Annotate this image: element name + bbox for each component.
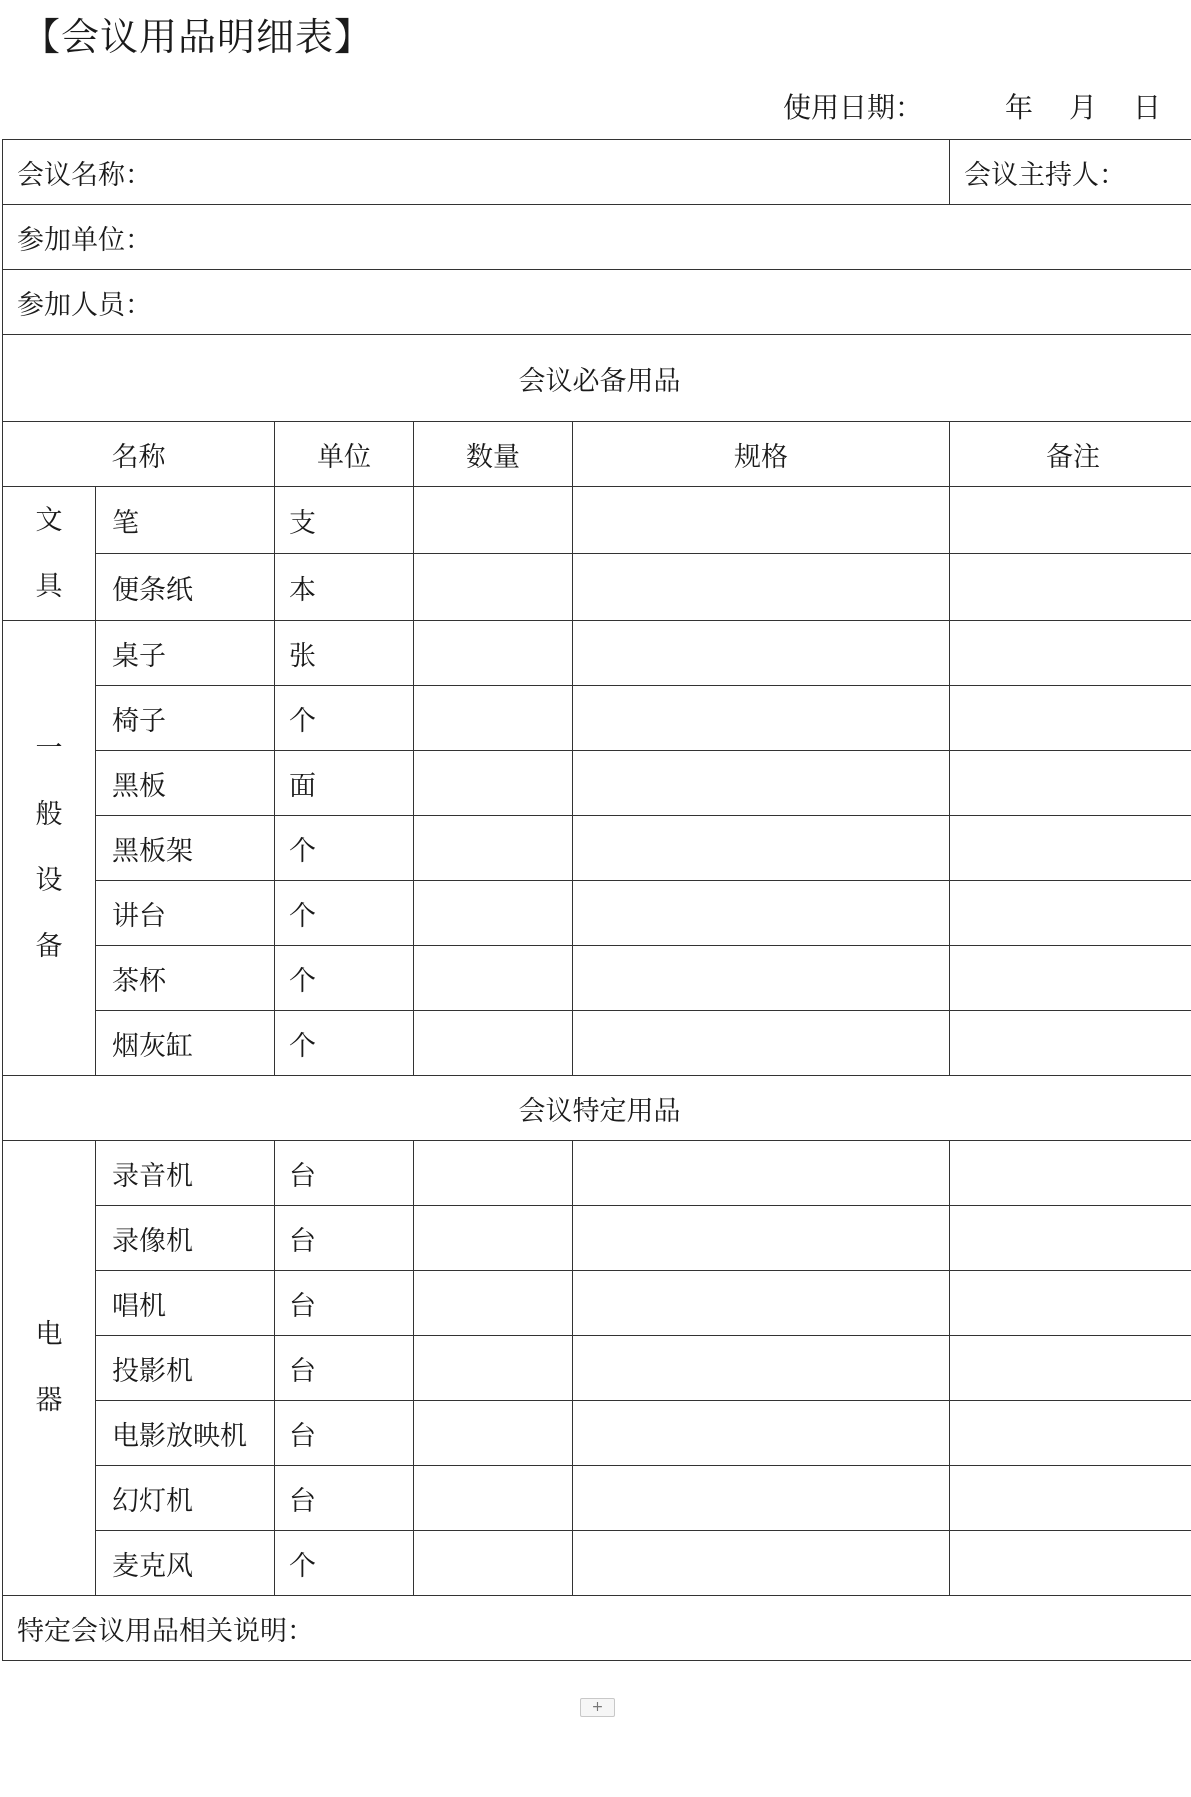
item-name: 茶杯 — [96, 946, 275, 1011]
notes-row — [3, 1596, 1191, 1661]
item-name: 唱机 — [96, 1271, 275, 1336]
remarks-cell[interactable] — [950, 554, 1191, 621]
item-name: 便条纸 — [96, 554, 275, 621]
quantity-cell[interactable] — [414, 881, 573, 946]
item-unit: 台 — [275, 1336, 414, 1401]
spec-cell[interactable] — [573, 1271, 950, 1336]
remarks-cell[interactable] — [950, 1011, 1191, 1076]
item-name: 电影放映机 — [96, 1401, 275, 1466]
info-row-units — [3, 205, 1191, 270]
remarks-cell[interactable] — [950, 1206, 1191, 1271]
spec-cell[interactable] — [573, 621, 950, 686]
category-general — [3, 621, 96, 1076]
spec-cell[interactable] — [573, 1401, 950, 1466]
category-char: 备 — [35, 931, 63, 962]
item-name: 麦克风 — [96, 1531, 275, 1596]
remarks-cell[interactable] — [950, 621, 1191, 686]
host-field[interactable]: 会议主持人： — [950, 140, 1191, 205]
date-day[interactable]: 日 — [1132, 91, 1161, 124]
spec-cell[interactable] — [573, 1466, 950, 1531]
item-unit: 面 — [275, 751, 414, 816]
quantity-cell[interactable] — [414, 1141, 573, 1206]
section-specific-title: 会议特定用品 — [3, 1076, 1191, 1141]
quantity-cell[interactable] — [414, 1336, 573, 1401]
meeting-name-field[interactable]: 会议名称： — [3, 140, 950, 205]
item-name: 黑板 — [96, 751, 275, 816]
column-header-row — [3, 422, 1191, 487]
spec-cell[interactable] — [573, 1531, 950, 1596]
table-row — [3, 1531, 1191, 1596]
table-row — [3, 621, 1191, 686]
col-header-spec: 规格 — [573, 422, 950, 487]
spec-cell[interactable] — [573, 1011, 950, 1076]
item-name: 投影机 — [96, 1336, 275, 1401]
item-unit: 张 — [275, 621, 414, 686]
category-electrical — [3, 1141, 96, 1596]
remarks-cell[interactable] — [950, 881, 1191, 946]
item-name: 录像机 — [96, 1206, 275, 1271]
item-unit: 台 — [275, 1466, 414, 1531]
quantity-cell[interactable] — [414, 1271, 573, 1336]
category-char: 器 — [35, 1385, 63, 1416]
item-name: 烟灰缸 — [96, 1011, 275, 1076]
spec-cell[interactable] — [573, 946, 950, 1011]
remarks-cell[interactable] — [950, 487, 1191, 554]
category-char: 般 — [35, 799, 63, 830]
section-required-row — [3, 335, 1191, 422]
quantity-cell[interactable] — [414, 1206, 573, 1271]
supplies-table — [2, 139, 1191, 1661]
table-row — [3, 946, 1191, 1011]
section-specific-row — [3, 1076, 1191, 1141]
remarks-cell[interactable] — [950, 816, 1191, 881]
item-unit: 个 — [275, 881, 414, 946]
table-row — [3, 881, 1191, 946]
col-header-quantity: 数量 — [414, 422, 573, 487]
item-name: 录音机 — [96, 1141, 275, 1206]
spec-cell[interactable] — [573, 554, 950, 621]
attendees-field[interactable]: 参加人员： — [3, 270, 1191, 335]
remarks-cell[interactable] — [950, 1336, 1191, 1401]
item-unit: 支 — [275, 487, 414, 554]
item-unit: 个 — [275, 686, 414, 751]
remarks-cell[interactable] — [950, 686, 1191, 751]
item-unit: 台 — [275, 1271, 414, 1336]
category-char: 一 — [35, 733, 63, 764]
category-char: 具 — [35, 570, 63, 602]
item-name: 幻灯机 — [96, 1466, 275, 1531]
date-year[interactable]: 年 — [1004, 91, 1033, 124]
table-row — [3, 686, 1191, 751]
category-char: 电 — [35, 1319, 63, 1350]
spec-cell[interactable] — [573, 881, 950, 946]
item-unit: 台 — [275, 1141, 414, 1206]
spec-cell[interactable] — [573, 816, 950, 881]
quantity-cell[interactable] — [414, 554, 573, 621]
table-row — [3, 1011, 1191, 1076]
item-name: 笔 — [96, 487, 275, 554]
quantity-cell[interactable] — [414, 816, 573, 881]
spec-cell[interactable] — [573, 1206, 950, 1271]
remarks-cell[interactable] — [950, 1141, 1191, 1206]
item-unit: 本 — [275, 554, 414, 621]
spec-cell[interactable] — [573, 487, 950, 554]
remarks-cell[interactable] — [950, 1531, 1191, 1596]
table-row — [3, 554, 1191, 621]
spec-cell[interactable] — [573, 751, 950, 816]
item-unit: 台 — [275, 1206, 414, 1271]
quantity-cell[interactable] — [414, 751, 573, 816]
category-stationery — [3, 487, 96, 621]
col-header-name: 名称 — [3, 422, 275, 487]
remarks-cell[interactable] — [950, 946, 1191, 1011]
item-name: 桌子 — [96, 621, 275, 686]
table-row — [3, 1271, 1191, 1336]
col-header-unit: 单位 — [275, 422, 414, 487]
col-header-remarks: 备注 — [950, 422, 1191, 487]
date-month[interactable]: 月 — [1068, 91, 1097, 124]
info-row-attendees — [3, 270, 1191, 335]
table-row — [3, 1401, 1191, 1466]
item-unit: 个 — [275, 946, 414, 1011]
notes-field[interactable]: 特定会议用品相关说明： — [3, 1596, 1191, 1661]
remarks-cell[interactable] — [950, 1466, 1191, 1531]
quantity-cell[interactable] — [414, 946, 573, 1011]
item-name: 讲台 — [96, 881, 275, 946]
item-unit: 个 — [275, 1011, 414, 1076]
info-row-meeting — [3, 140, 1191, 205]
section-required-title: 会议必备用品 — [3, 335, 1191, 422]
usage-date-label: 使用日期： — [782, 91, 923, 124]
participating-units-field[interactable]: 参加单位： — [3, 205, 1191, 270]
spec-cell[interactable] — [573, 686, 950, 751]
remarks-cell[interactable] — [950, 751, 1191, 816]
category-char: 设 — [35, 865, 63, 896]
quantity-cell[interactable] — [414, 1531, 573, 1596]
page-title: 【会议用品明细表】 — [22, 15, 374, 59]
quantity-cell[interactable] — [414, 1401, 573, 1466]
table-row — [3, 1206, 1191, 1271]
item-unit: 个 — [275, 816, 414, 881]
quantity-cell[interactable] — [414, 686, 573, 751]
spec-cell[interactable] — [573, 1336, 950, 1401]
item-name: 椅子 — [96, 686, 275, 751]
quantity-cell[interactable] — [414, 487, 573, 554]
quantity-cell[interactable] — [414, 621, 573, 686]
item-unit: 个 — [275, 1531, 414, 1596]
usage-date — [783, 86, 1161, 126]
quantity-cell[interactable] — [414, 1011, 573, 1076]
item-name: 黑板架 — [96, 816, 275, 881]
table-row — [3, 1336, 1191, 1401]
add-row-button[interactable]: + — [580, 1698, 615, 1717]
table-row — [3, 816, 1191, 881]
spec-cell[interactable] — [573, 1141, 950, 1206]
item-unit: 台 — [275, 1401, 414, 1466]
remarks-cell[interactable] — [950, 1271, 1191, 1336]
table-row — [3, 1141, 1191, 1206]
remarks-cell[interactable] — [950, 1401, 1191, 1466]
table-row — [3, 751, 1191, 816]
category-char: 文 — [35, 504, 63, 536]
table-row — [3, 487, 1191, 554]
quantity-cell[interactable] — [414, 1466, 573, 1531]
table-row — [3, 1466, 1191, 1531]
